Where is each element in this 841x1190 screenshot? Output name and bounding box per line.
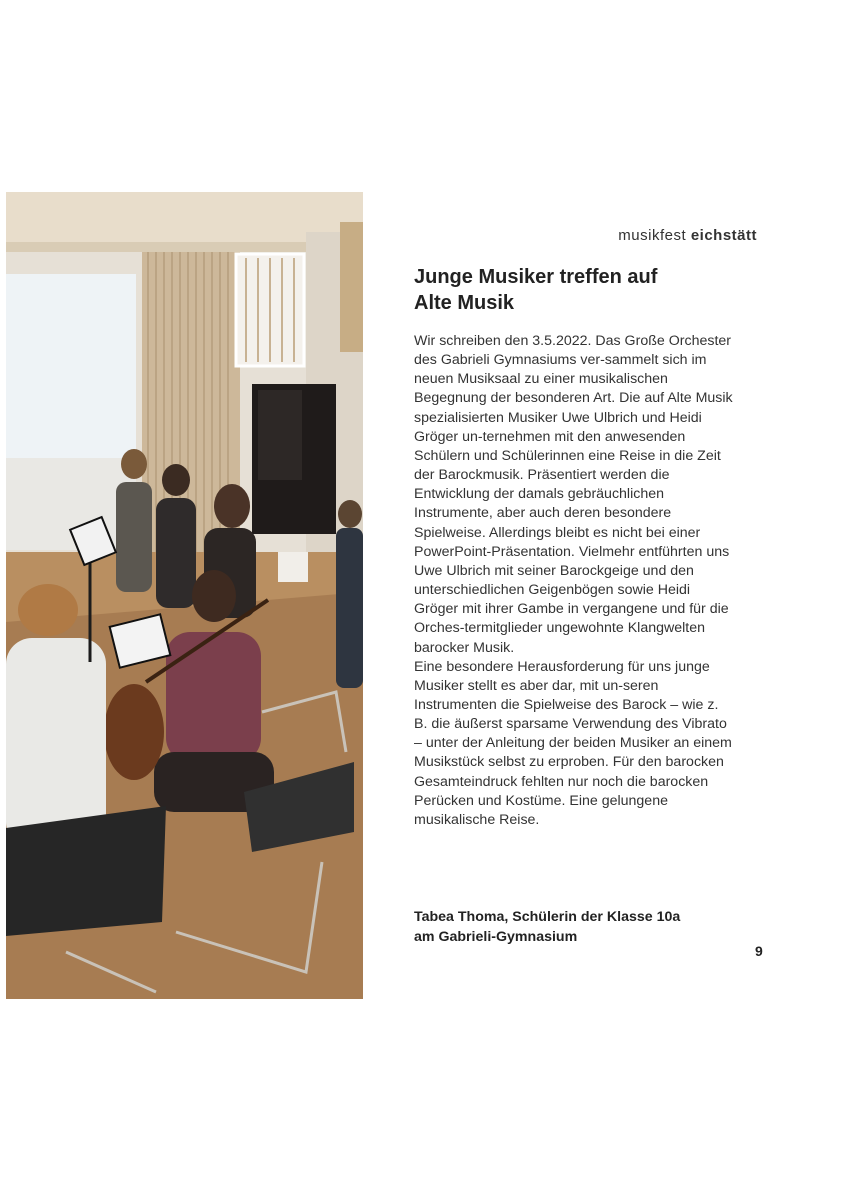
publication-header	[618, 227, 757, 244]
page-number: 9	[755, 943, 763, 959]
article-title-line2: Alte Musik	[414, 292, 515, 314]
author-line2: am Gabrieli-Gymnasium	[414, 928, 578, 945]
author-line1: Tabea Thoma, Schülerin der Klasse 10a	[414, 909, 681, 925]
article-title-line1: Junge Musiker treffen auf	[414, 266, 658, 288]
article-title	[414, 264, 744, 316]
article-paragraph-1: Wir schreiben den 3.5.2022. Das Große Orchester des Gabrieli Gymnasiums ver-sammelt sich im neuen Musiksaal zu einer musikalischen Begegnung der besonderen Art. Die auf Alte Musik spezialisierten Musiker Uwe Ulbrich und Heidi Gröger un-ternehmen mit den anwesenden Schülern und Schülerinnen eine Reise in die Zeit der Barockmusik. Präsentiert werden die Entwicklung der damals gebräuchlichen Instrumente, aber auch deren besondere Spielweise. Allerdings bleibt es nicht bei einer PowerPoint-Präsentation. Vielmehr entführten uns Uwe Ulbrich mit seiner Barockgeige und den unterschiedlichen Geigenbögen sowie Heidi Gröger mit ihrer Gambe in vergangene und für die Orches-termitglieder ungewohnte Klangwelten barocker Musik.	[414, 333, 733, 656]
header-brand-regular: musikfest	[618, 227, 687, 244]
article-body	[414, 332, 734, 830]
article-author	[414, 908, 744, 947]
article-paragraph-2: Eine besondere Herausforderung für uns junge Musiker stellt es aber dar, mit un-seren Instrumenten die Spielweise des Barock – wie z. B. die äußerst sparsame Verwendung des Vibrato – unter der Anleitung der beiden Musiker an einem Musikstück selbst zu erproben. Für den barocken Gesamteindruck fehlten nur noch die barocken Perücken und Kostüme. Eine gelungene musikalische Reise.	[414, 658, 732, 828]
article-photo	[6, 192, 363, 999]
header-brand-bold: eichstätt	[690, 227, 757, 244]
